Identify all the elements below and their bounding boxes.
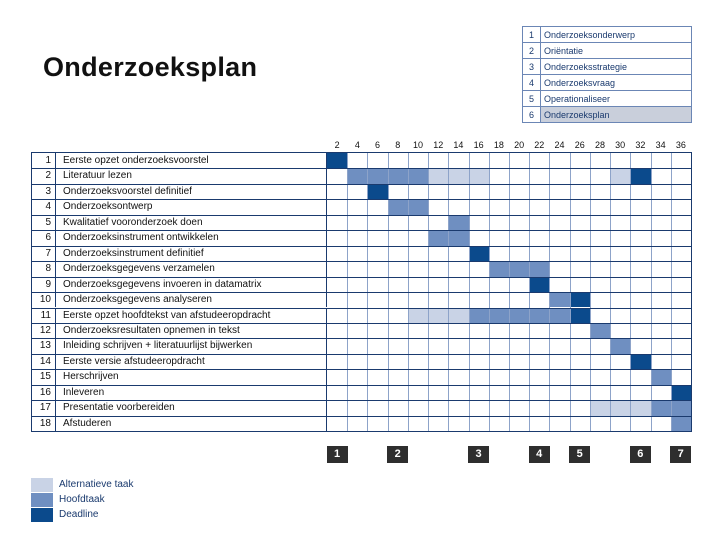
task-label: Eerste versie afstudeeropdracht: [56, 354, 327, 369]
task-label: Inleveren: [56, 385, 327, 400]
phase-label: Onderzoeksvraag: [541, 75, 692, 91]
phase-row: [523, 75, 692, 91]
phase-number: 3: [523, 59, 541, 75]
task-number: 11: [32, 308, 56, 323]
grid-line: [32, 261, 691, 262]
grid-line: [32, 277, 691, 278]
task-label: Kwalitatief vooronderzoek doen: [56, 215, 327, 230]
task-label: Inleiding schrijven + literatuurlijst bijwerken: [56, 338, 327, 353]
legend-swatch: [31, 478, 53, 492]
week-header: 28: [594, 140, 605, 150]
grid-line: [32, 168, 691, 169]
task-label: Onderzoeksresultaten opnemen in tekst: [56, 323, 327, 338]
milestone-marker: 7: [670, 446, 691, 463]
grid-line: [32, 323, 691, 324]
task-row: [32, 277, 691, 292]
task-label: Eerste opzet onderzoeksvoorstel: [56, 153, 327, 168]
phase-number: 6: [523, 107, 541, 123]
task-row: [32, 168, 691, 183]
task-label: Herschrijven: [56, 369, 327, 384]
task-label: Onderzoeksgegevens invoeren in datamatrix: [56, 277, 327, 292]
week-header: 10: [412, 140, 423, 150]
milestone-marker: 1: [327, 446, 348, 463]
week-header: 4: [354, 140, 360, 150]
week-header: 26: [574, 140, 585, 150]
grid-line: [32, 246, 691, 247]
task-row: [32, 184, 691, 199]
phase-label: Operationaliseer: [541, 91, 692, 107]
task-row: [32, 369, 691, 384]
phase-row: [523, 27, 692, 43]
legend-label: Alternatieve taak: [59, 479, 134, 490]
week-header: 12: [433, 140, 444, 150]
task-number: 15: [32, 369, 56, 384]
week-header: 2: [334, 140, 340, 150]
milestone-marker: 3: [468, 446, 489, 463]
milestone-marker: 4: [529, 446, 550, 463]
task-row: [32, 292, 691, 307]
task-label: Onderzoeksinstrument definitief: [56, 246, 327, 261]
task-label: Onderzoeksgegevens verzamelen: [56, 261, 327, 276]
week-header: 16: [473, 140, 484, 150]
phase-number: 2: [523, 43, 541, 59]
milestone-marker: 2: [387, 446, 408, 463]
task-number: 17: [32, 400, 56, 415]
task-row: [32, 199, 691, 214]
legend-label: Hoofdtaak: [59, 494, 105, 505]
task-row: [32, 261, 691, 276]
task-row: [32, 338, 691, 353]
phase-number: 4: [523, 75, 541, 91]
task-row: [32, 246, 691, 261]
task-number: 1: [32, 153, 56, 168]
gantt-chart: [31, 152, 692, 432]
grid-line: [32, 385, 691, 386]
phase-label: Onderzoeksstrategie: [541, 59, 692, 75]
task-number: 10: [32, 292, 56, 307]
task-label: Onderzoeksgegevens analyseren: [56, 292, 327, 307]
legend-swatch: [31, 508, 53, 522]
phase-row: [523, 91, 692, 107]
phase-number: 1: [523, 27, 541, 43]
task-number: 3: [32, 184, 56, 199]
phase-row: [523, 59, 692, 75]
task-number: 7: [32, 246, 56, 261]
week-header: 6: [375, 140, 381, 150]
task-row: [32, 400, 691, 415]
task-row: [32, 308, 691, 323]
task-row: [32, 153, 691, 168]
task-row: [32, 230, 691, 245]
task-number: 13: [32, 338, 56, 353]
grid-line: [32, 400, 691, 401]
grid-line: [32, 308, 691, 309]
week-header: 32: [635, 140, 646, 150]
task-row: [32, 354, 691, 369]
grid-line: [32, 354, 691, 355]
task-row: [32, 215, 691, 230]
task-label: Eerste opzet hoofdtekst van afstudeeropdracht: [56, 308, 327, 323]
task-number: 5: [32, 215, 56, 230]
task-label: Onderzoeksontwerp: [56, 199, 327, 214]
task-row: [32, 416, 691, 431]
task-label: Afstuderen: [56, 416, 327, 431]
week-header: 22: [534, 140, 545, 150]
week-header: 36: [675, 140, 686, 150]
task-number: 8: [32, 261, 56, 276]
task-number: 14: [32, 354, 56, 369]
task-number: 4: [32, 199, 56, 214]
phase-label: Oriëntatie: [541, 43, 692, 59]
week-header: 34: [655, 140, 666, 150]
legend-swatch: [31, 493, 53, 507]
week-headers: [326, 140, 690, 152]
grid-line: [32, 184, 691, 185]
task-label: Onderzoeksinstrument ontwikkelen: [56, 230, 327, 245]
week-header: 14: [453, 140, 464, 150]
task-number: 2: [32, 168, 56, 183]
week-header: 24: [554, 140, 565, 150]
phase-row: [523, 107, 692, 123]
grid-line: [32, 338, 691, 339]
week-header: 8: [395, 140, 401, 150]
grid-line: [32, 199, 691, 200]
grid-line: [32, 369, 691, 370]
phase-number: 5: [523, 91, 541, 107]
grid-line: [32, 230, 691, 231]
task-number: 16: [32, 385, 56, 400]
week-header: 18: [493, 140, 504, 150]
task-number: 9: [32, 277, 56, 292]
page-title: Onderzoeksplan: [43, 52, 258, 82]
task-number: 18: [32, 416, 56, 431]
task-number: 6: [32, 230, 56, 245]
task-label: Presentatie voorbereiden: [56, 400, 327, 415]
milestone-marker: 5: [569, 446, 590, 463]
legend-label: Deadline: [59, 509, 99, 520]
week-header: 20: [514, 140, 525, 150]
task-row: [32, 323, 691, 338]
phase-row: [523, 43, 692, 59]
task-label: Onderzoeksvoorstel definitief: [56, 184, 327, 199]
phase-label: Onderzoeksplan: [541, 107, 692, 123]
grid-line: [32, 416, 691, 417]
week-header: 30: [615, 140, 626, 150]
grid-line: [32, 292, 691, 293]
phase-legend: [522, 26, 692, 123]
task-number: 12: [32, 323, 56, 338]
milestone-marker: 6: [630, 446, 651, 463]
task-row: [32, 385, 691, 400]
grid-line: [32, 215, 691, 216]
task-label: Literatuur lezen: [56, 168, 327, 183]
phase-label: Onderzoeksonderwerp: [541, 27, 692, 43]
